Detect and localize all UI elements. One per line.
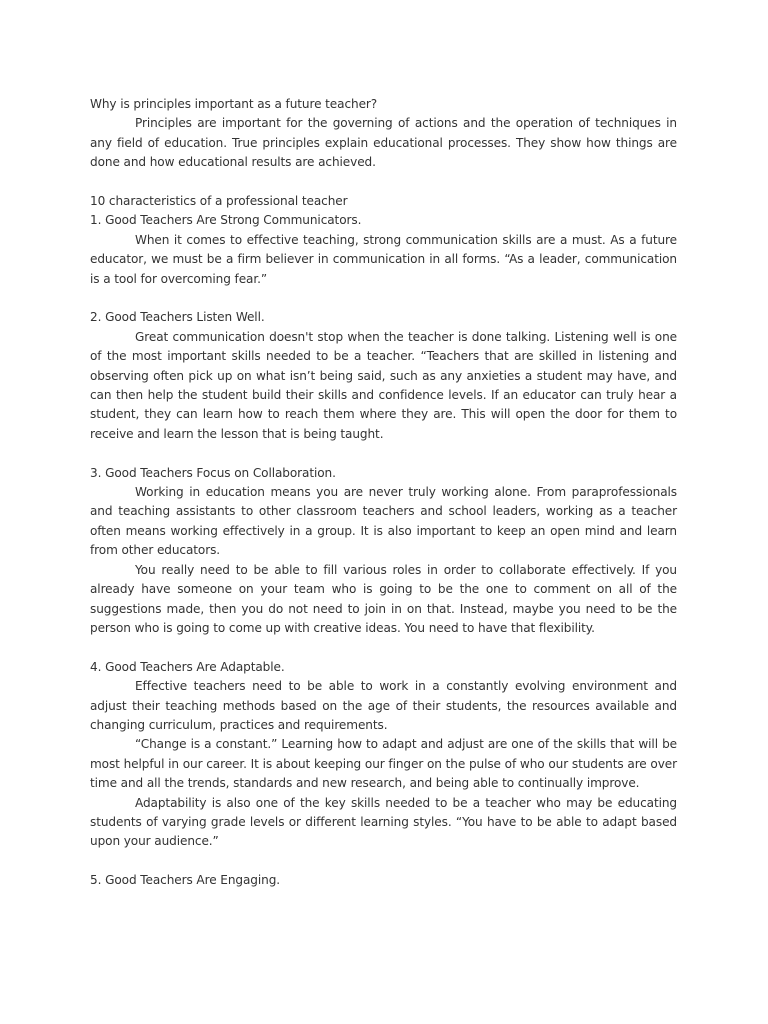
document-body bbox=[90, 95, 677, 891]
section-3-heading: 3. Good Teachers Focus on Collaboration. bbox=[90, 465, 336, 480]
section-4-paragraph-3: Adaptability is also one of the key skills needed to be a teacher who may be educating students of varying grade levels or different learning styles. “You have to be able to adapt based upon your audience.” bbox=[90, 795, 677, 849]
spacer bbox=[90, 289, 677, 308]
section-2-paragraph-1: Great communication doesn't stop when the teacher is done talking. Listening well is one of the most important skills needed to be a teacher. “Teachers that are skilled in listening and observing often pick up on what isn’t being said, such as any anxieties a student may have, and can then help the student build their skills and confidence levels. If an educator can truly hear a student, they can learn how to reach them where they are. This will open the door for them to receive and learn the lesson that is being taught. bbox=[90, 329, 677, 441]
section-3-paragraph-2: You really need to be able to fill various roles in order to collaborate effectively. If you already have someone on your team who is going to be the one to comment on all of the suggestions made, then you do not need to join in on that. Instead, maybe you need to be the person who is going to come up with creative ideas. You need to have that flexibility. bbox=[90, 562, 677, 635]
spacer bbox=[90, 852, 677, 871]
section-1-paragraph-1: When it comes to effective teaching, strong communication skills are a must. As a future educator, we must be a firm believer in communication in all forms. “As a leader, communication is a tool for overcoming fear.” bbox=[90, 232, 677, 286]
intro-paragraph: Principles are important for the governing of actions and the operation of techniques in any field of education. True principles explain educational processes. They show how things are done and how educational results are achieved. bbox=[90, 116, 677, 170]
section-1-heading: 1. Good Teachers Are Strong Communicators. bbox=[90, 213, 362, 228]
spacer bbox=[90, 173, 677, 192]
list-title: 10 characteristics of a professional teacher bbox=[90, 194, 348, 209]
section-4-paragraph-1: Effective teachers need to be able to work in a constantly evolving environment and adjust their teaching methods based on the age of their students, the resources available and changing curriculum, practices and requirements. bbox=[90, 679, 677, 732]
section-3-paragraph-1: Working in education means you are never truly working alone. From paraprofessionals and teaching assistants to other classroom teachers and school leaders, working as a teacher often means working effectively in a group. It is also important to keep an open mind and learn from other educators. bbox=[90, 485, 677, 558]
section-4-paragraph-2: “Change is a constant.” Learning how to adapt and adjust are one of the skills that will be most helpful in our career. It is about keeping our finger on the pulse of who our students are over time and all the trends, standards and new research, and being able to continually improve. bbox=[90, 737, 677, 791]
question-heading: Why is principles important as a future teacher? bbox=[90, 97, 378, 111]
section-4-heading: 4. Good Teachers Are Adaptable. bbox=[90, 659, 285, 674]
spacer bbox=[90, 444, 677, 463]
spacer bbox=[90, 638, 677, 657]
section-5-heading: 5. Good Teachers Are Engaging. bbox=[90, 873, 281, 888]
section-2-heading: 2. Good Teachers Listen Well. bbox=[90, 310, 265, 325]
